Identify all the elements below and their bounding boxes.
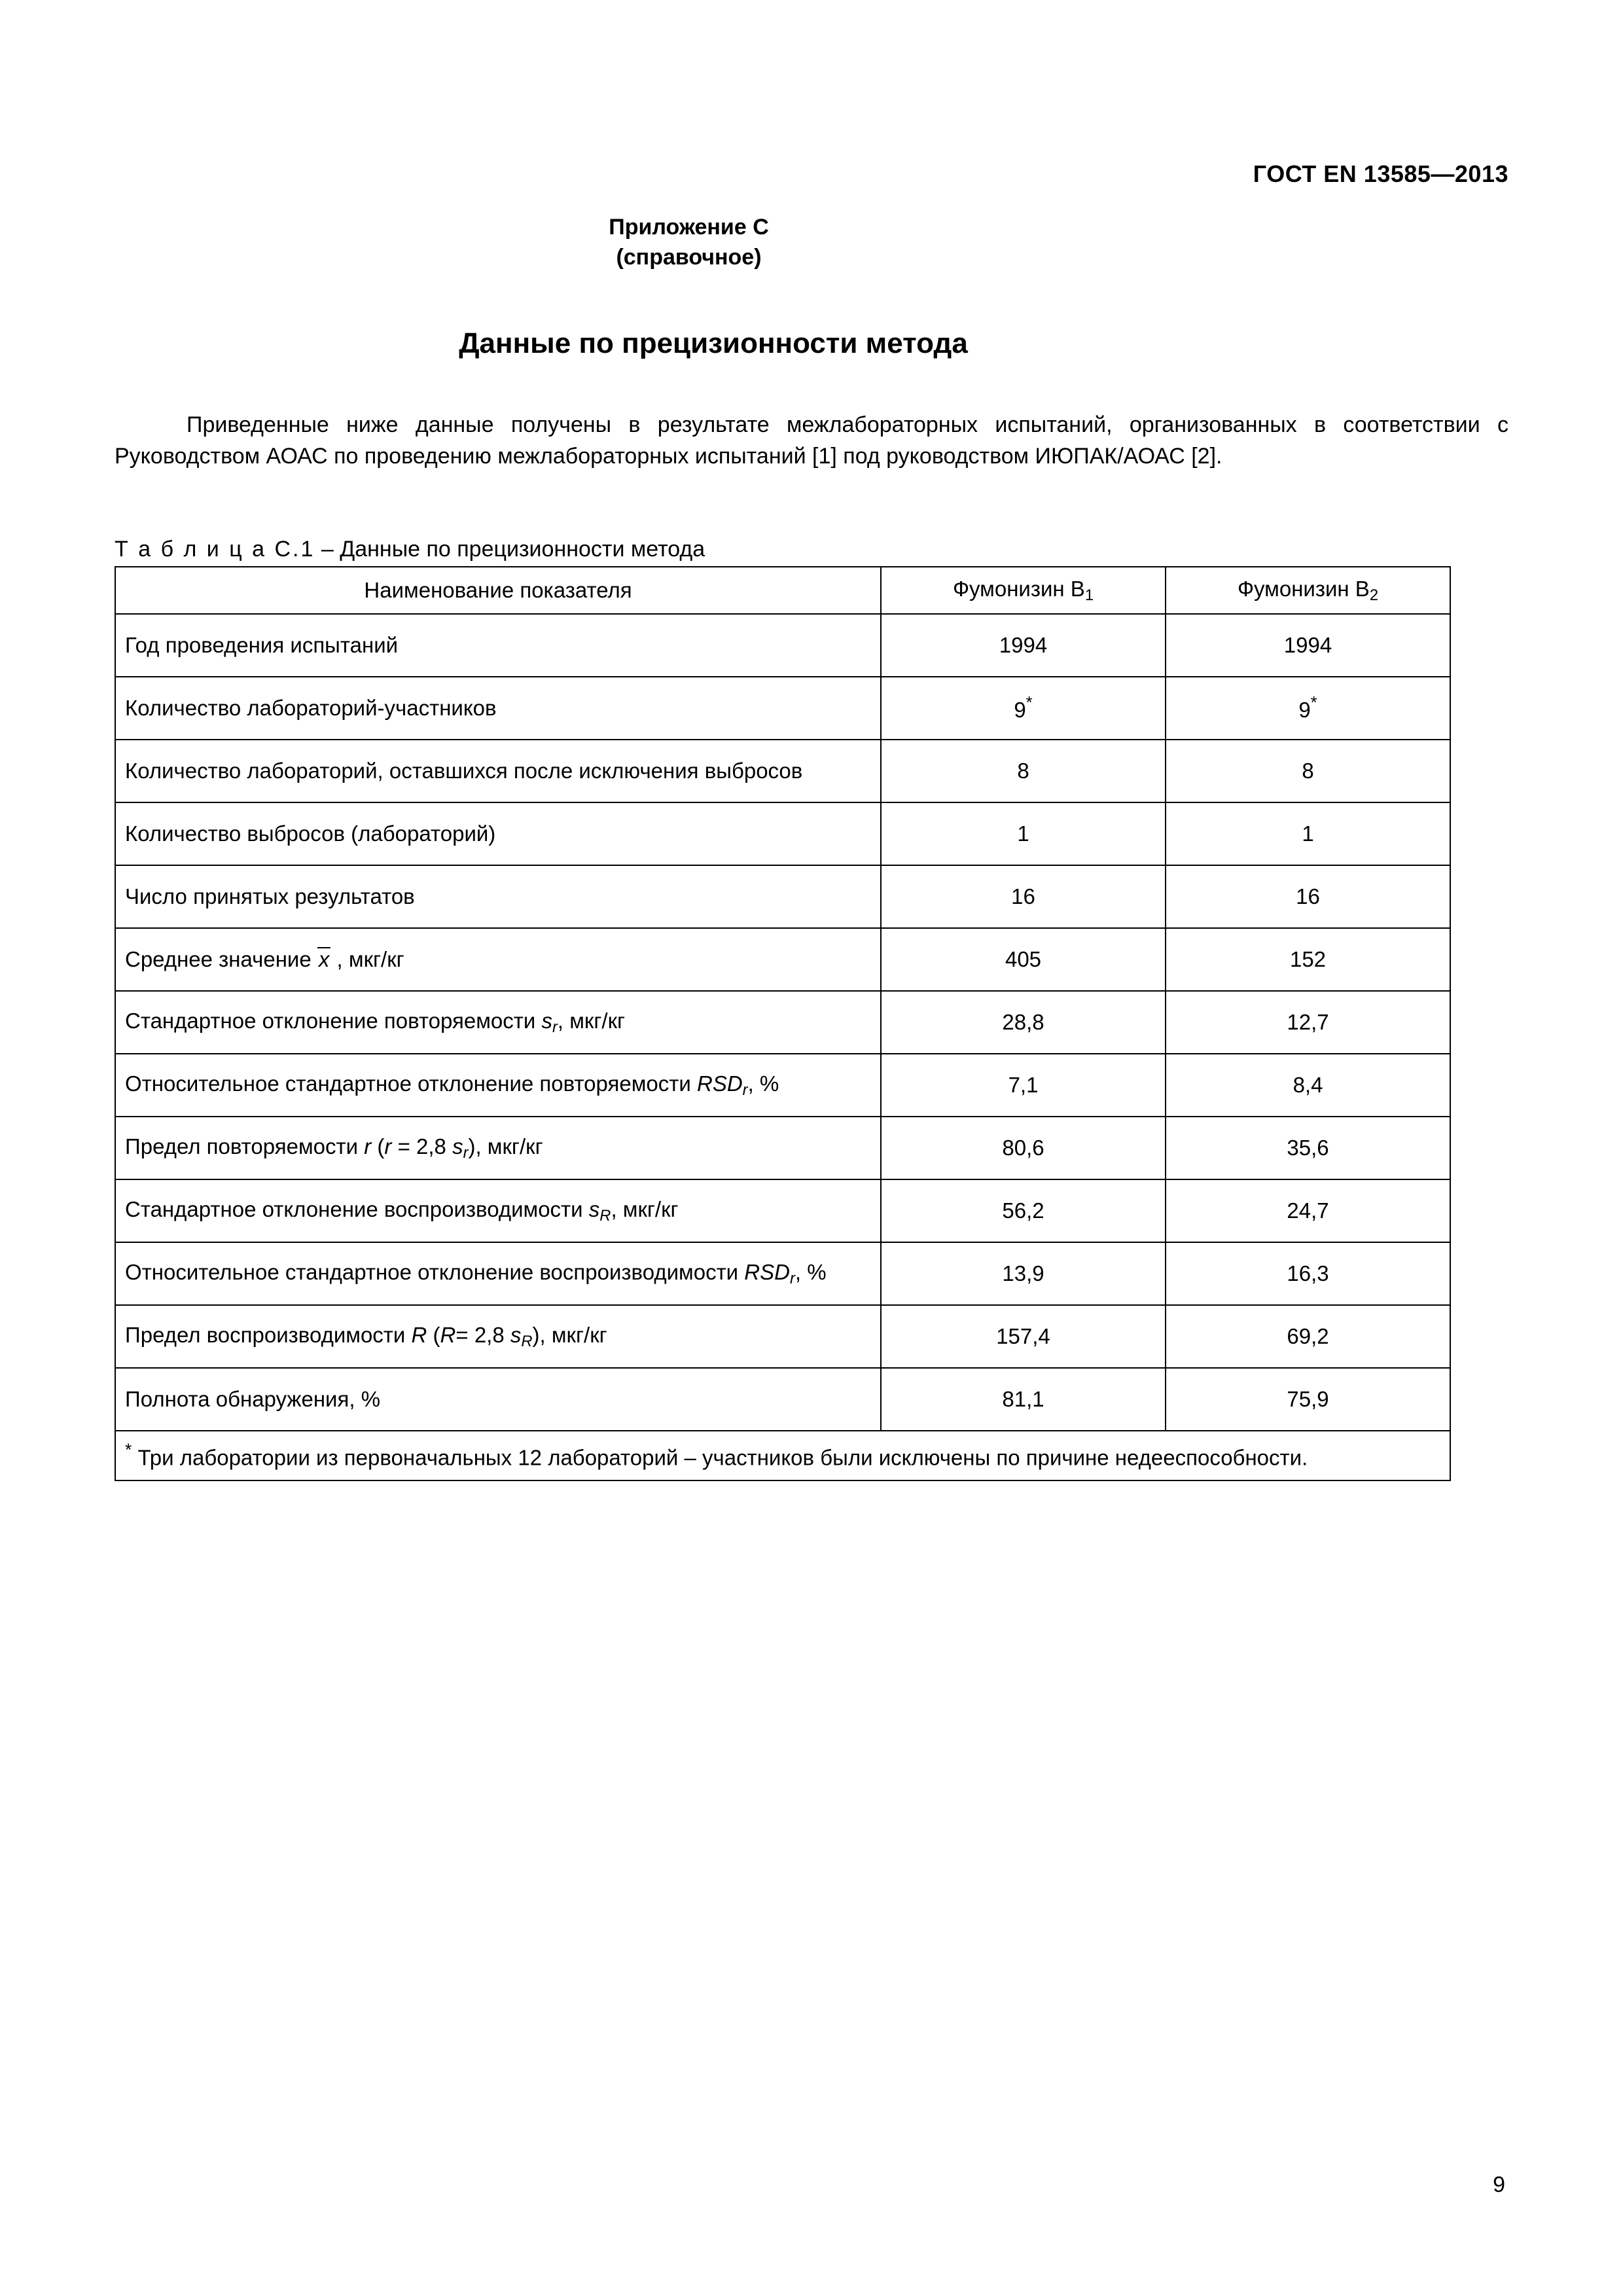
row-label: Год проведения испытаний — [115, 614, 881, 677]
row-value-b1: 1994 — [881, 614, 1166, 677]
annex-heading-block — [0, 213, 1623, 273]
section-title: Данные по прецизионности метода — [459, 327, 968, 359]
table-row — [115, 614, 1450, 677]
row-label: Среднее значение x , мкг/кг — [115, 928, 881, 991]
table-body — [115, 614, 1450, 1480]
table-caption — [115, 537, 705, 562]
intro-paragraph: Приведенные ниже данные получены в результате межлабораторных испытаний, организованных в соответствии с Руководством АОАС по проведению межлабораторных испытаний [1] под руководством ИЮПАК/АОАС [2]. — [115, 412, 1508, 469]
row-label: Полнота обнаружения, % — [115, 1368, 881, 1431]
row-label: Стандартное отклонение воспроизводимости $s_R$, мкг/кг — [115, 1179, 881, 1242]
table-head — [115, 567, 1450, 614]
row-value-b1: 9* — [881, 677, 1166, 740]
table-row — [115, 865, 1450, 928]
symbol-sR: $s_R$ — [588, 1196, 611, 1225]
row-label: Стандартное отклонение повторяемости $s_r$, мкг/кг — [115, 991, 881, 1054]
table-row — [115, 1368, 1450, 1431]
row-label: Количество лабораторий-участников — [115, 677, 881, 740]
table-row — [115, 802, 1450, 865]
row-value-b1: 405 — [881, 928, 1166, 991]
row-value-b2: 16 — [1166, 865, 1450, 928]
symbol-rsdR: $RSD_r$ — [744, 1259, 795, 1287]
column-header-indicator: Наименование показателя — [115, 567, 881, 614]
symbol-sr: $s_r$ — [541, 1008, 558, 1036]
subscript-2: 2 — [1369, 586, 1379, 604]
row-value-b2: 24,7 — [1166, 1179, 1450, 1242]
symbol-R: R — [411, 1322, 427, 1347]
column-header-fumonisin-b1: Фумонизин $B_1$ — [881, 567, 1166, 614]
table-row — [115, 740, 1450, 802]
table-row — [115, 1117, 1450, 1179]
row-label: Относительное стандартное отклонение воспроизводимости $RSD_r$, % — [115, 1242, 881, 1305]
row-value-b2: 75,9 — [1166, 1368, 1450, 1431]
column-header-fumonisin-b2: Фумонизин $B_2$ — [1166, 567, 1450, 614]
row-value-b1: 16 — [881, 865, 1166, 928]
row-label: Количество выбросов (лабораторий) — [115, 802, 881, 865]
page-number: 9 — [1493, 2172, 1505, 2197]
page-header-standard-id: ГОСТ EN 13585—2013 — [1253, 160, 1508, 187]
table-row — [115, 928, 1450, 991]
row-value-b1: 13,9 — [881, 1242, 1166, 1305]
annex-title: Приложение С — [609, 215, 769, 240]
footnote-marker: * — [1310, 693, 1317, 712]
symbol-rsdr: $RSD_r$ — [696, 1071, 748, 1099]
row-value-b1: 7,1 — [881, 1054, 1166, 1117]
table-row — [115, 1054, 1450, 1117]
table-caption-text: – Данные по прецизионности метода — [315, 537, 705, 562]
row-value-b1: 8 — [881, 740, 1166, 802]
row-value-b1: 56,2 — [881, 1179, 1166, 1242]
row-value-b1: 81,1 — [881, 1368, 1166, 1431]
subscript-1: 1 — [1084, 586, 1094, 604]
footnote-marker: * — [1026, 693, 1033, 712]
row-value-b2: 1 — [1166, 802, 1450, 865]
row-label: Количество лабораторий, оставшихся после исключения выбросов — [115, 740, 881, 802]
footnote-text: Три лаборатории из первоначальных 12 лабораторий – участников были исключены по причине недееспособности. — [137, 1445, 1308, 1470]
row-value-b1: 80,6 — [881, 1117, 1166, 1179]
row-value-b2: 12,7 — [1166, 991, 1450, 1054]
annex-subtitle: (справочное) — [616, 244, 762, 270]
row-value-b2: 1994 — [1166, 614, 1450, 677]
table-footnote-row — [115, 1431, 1450, 1480]
row-value-b2: 69,2 — [1166, 1305, 1450, 1368]
row-label: Предел воспроизводимости R (R= 2,8 $s_R$), мкг/кг — [115, 1305, 881, 1368]
row-value-b2: 152 — [1166, 928, 1450, 991]
row-value-b2: 8,4 — [1166, 1054, 1450, 1117]
precision-data-table — [115, 566, 1451, 1481]
symbol-r: r — [364, 1134, 372, 1158]
row-value-b2: 35,6 — [1166, 1117, 1450, 1179]
table-caption-label: Т а б л и ц а С.1 — [115, 537, 315, 562]
row-value-b2: 16,3 — [1166, 1242, 1450, 1305]
row-value-b2: 9* — [1166, 677, 1450, 740]
table-row — [115, 1242, 1450, 1305]
row-label: Относительное стандартное отклонение повторяемости $RSD_r$, % — [115, 1054, 881, 1117]
row-label: Число принятых результатов — [115, 865, 881, 928]
row-value-b1: 1 — [881, 802, 1166, 865]
table-row — [115, 677, 1450, 740]
table-header-row — [115, 567, 1450, 614]
row-value-b2: 8 — [1166, 740, 1450, 802]
row-value-b1: 157,4 — [881, 1305, 1166, 1368]
mean-symbol: x — [318, 947, 330, 971]
table-row — [115, 991, 1450, 1054]
row-label: Предел повторяемости r (r = 2,8 $s_r$), мкг/кг — [115, 1117, 881, 1179]
table-row — [115, 1179, 1450, 1242]
footnote-marker: * — [125, 1440, 132, 1460]
table-row — [115, 1305, 1450, 1368]
table-footnote — [115, 1431, 1450, 1480]
row-value-b1: 28,8 — [881, 991, 1166, 1054]
